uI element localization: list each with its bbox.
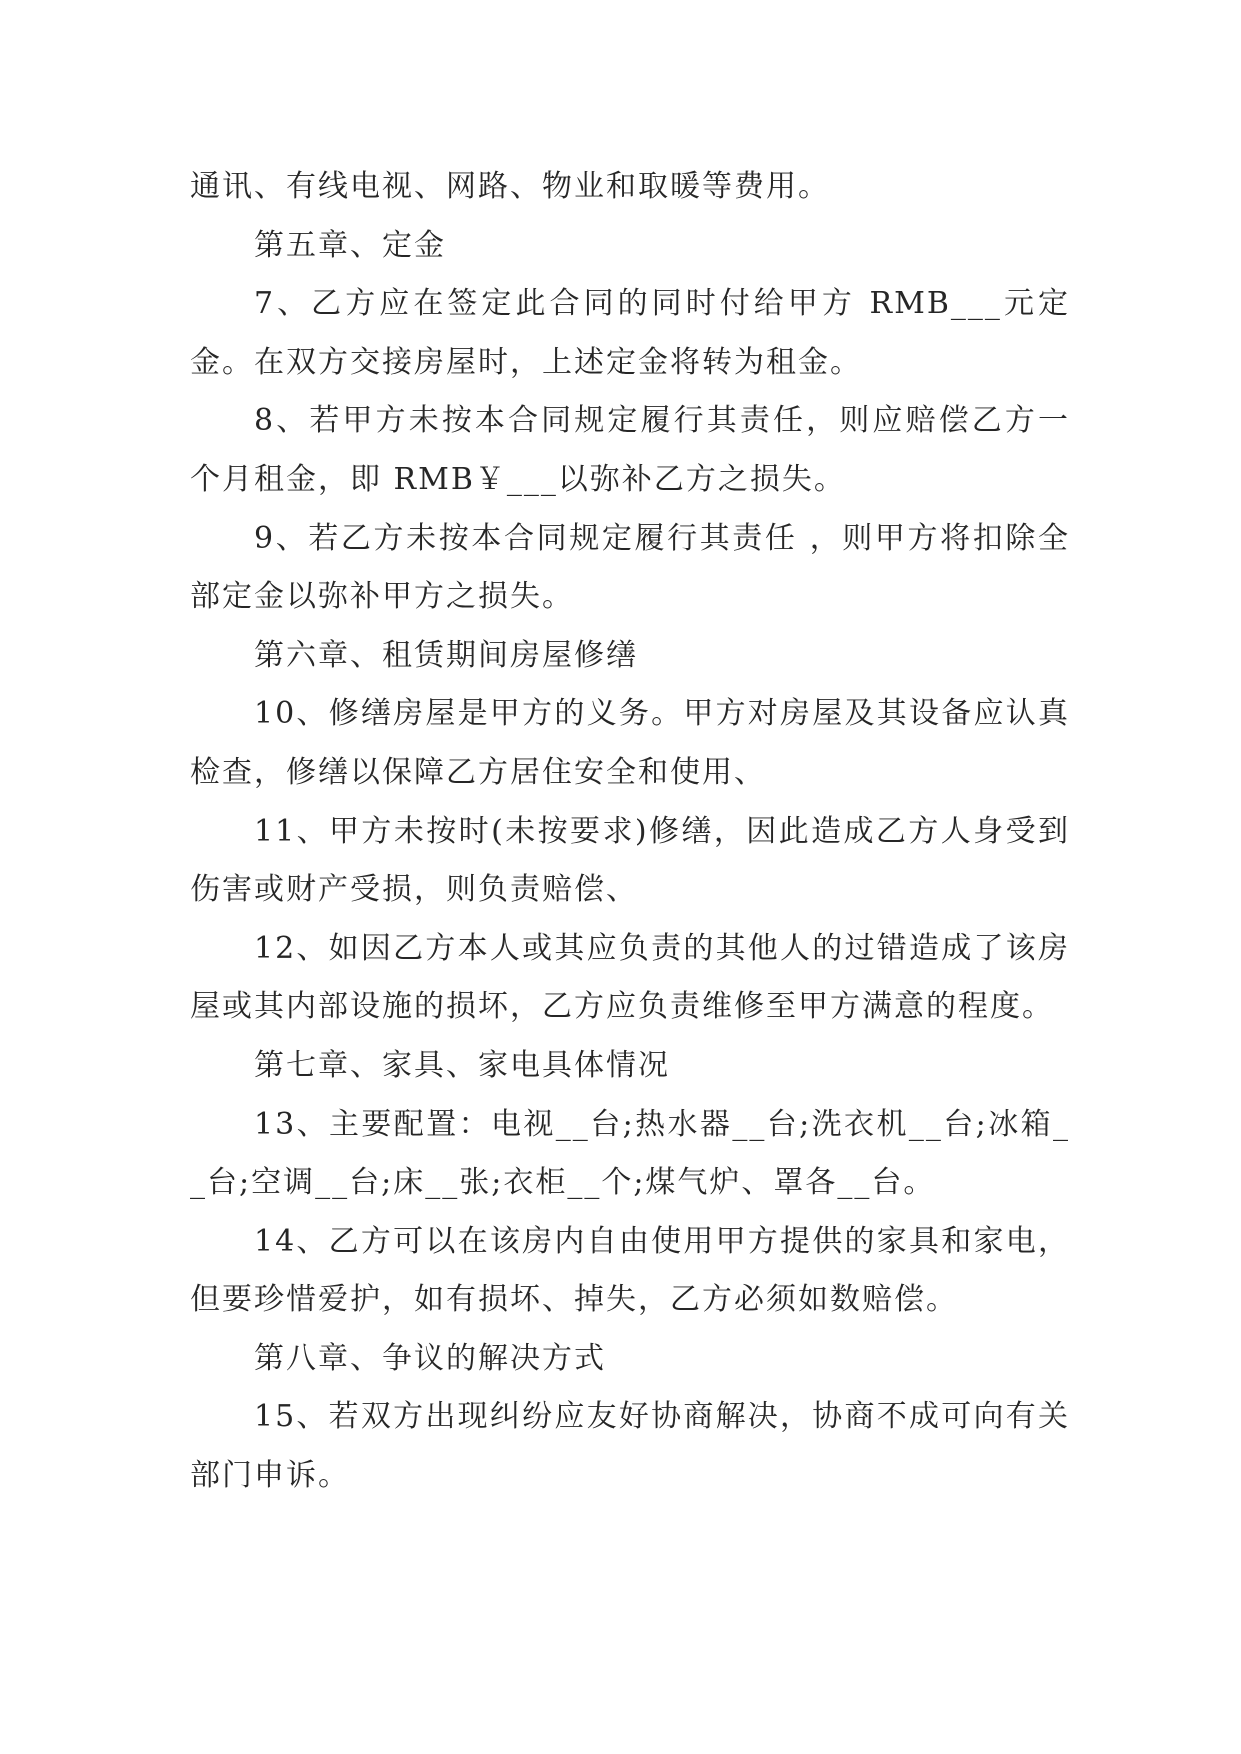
paragraph: 12、如因乙方本人或其应负责的其他人的过错造成了该房屋或其内部设施的损坏，乙方应负责维修至甲方满意的程度。 [190,930,1070,1025]
chapter-heading: 第八章、争议的解决方式 [254,1340,606,1376]
chapter-heading: 第七章、家具、家电具体情况 [254,1047,670,1083]
paragraph: 10、修缮房屋是甲方的义务。甲方对房屋及其设备应认真检查，修缮以保障乙方居住安全和使用、 [190,696,1070,790]
paragraph: 13、主要配置：电视__台;热水器__台;洗衣机__台;冰箱__台;空调__台;床__张;衣柜__个;煤气炉、罩各__台。 [190,1106,1070,1201]
document-body [190,158,1070,1506]
paragraph: 14、乙方可以在该房内自由使用甲方提供的家具和家电，但要珍惜爱护，如有损坏、掉失，乙方必须如数赔偿。 [190,1223,1070,1318]
paragraph: 9、若乙方未按本合同规定履行其责任 ，则甲方将扣除全部定金以弥补甲方之损失。 [190,520,1070,615]
paragraph: 15、若双方出现纠纷应友好协商解决，协商不成可向有关部门申诉。 [190,1399,1070,1494]
chapter-heading: 第五章、定金 [254,227,446,263]
paragraph: 11、甲方未按时(未按要求)修缮，因此造成乙方人身受到伤害或财产受损，则负责赔偿、 [190,813,1070,908]
paragraph: 7、乙方应在签定此合同的同时付给甲方 RMB___元定金。在双方交接房屋时，上述定金将转为租金。 [190,286,1070,380]
paragraph: 8、若甲方未按本合同规定履行其责任，则应赔偿乙方一个月租金，即 RMB￥___以弥补乙方之损失。 [190,403,1070,497]
chapter-heading: 第六章、租赁期间房屋修缮 [254,637,638,673]
paragraph: 通讯、有线电视、网路、物业和取暖等费用。 [190,169,830,204]
